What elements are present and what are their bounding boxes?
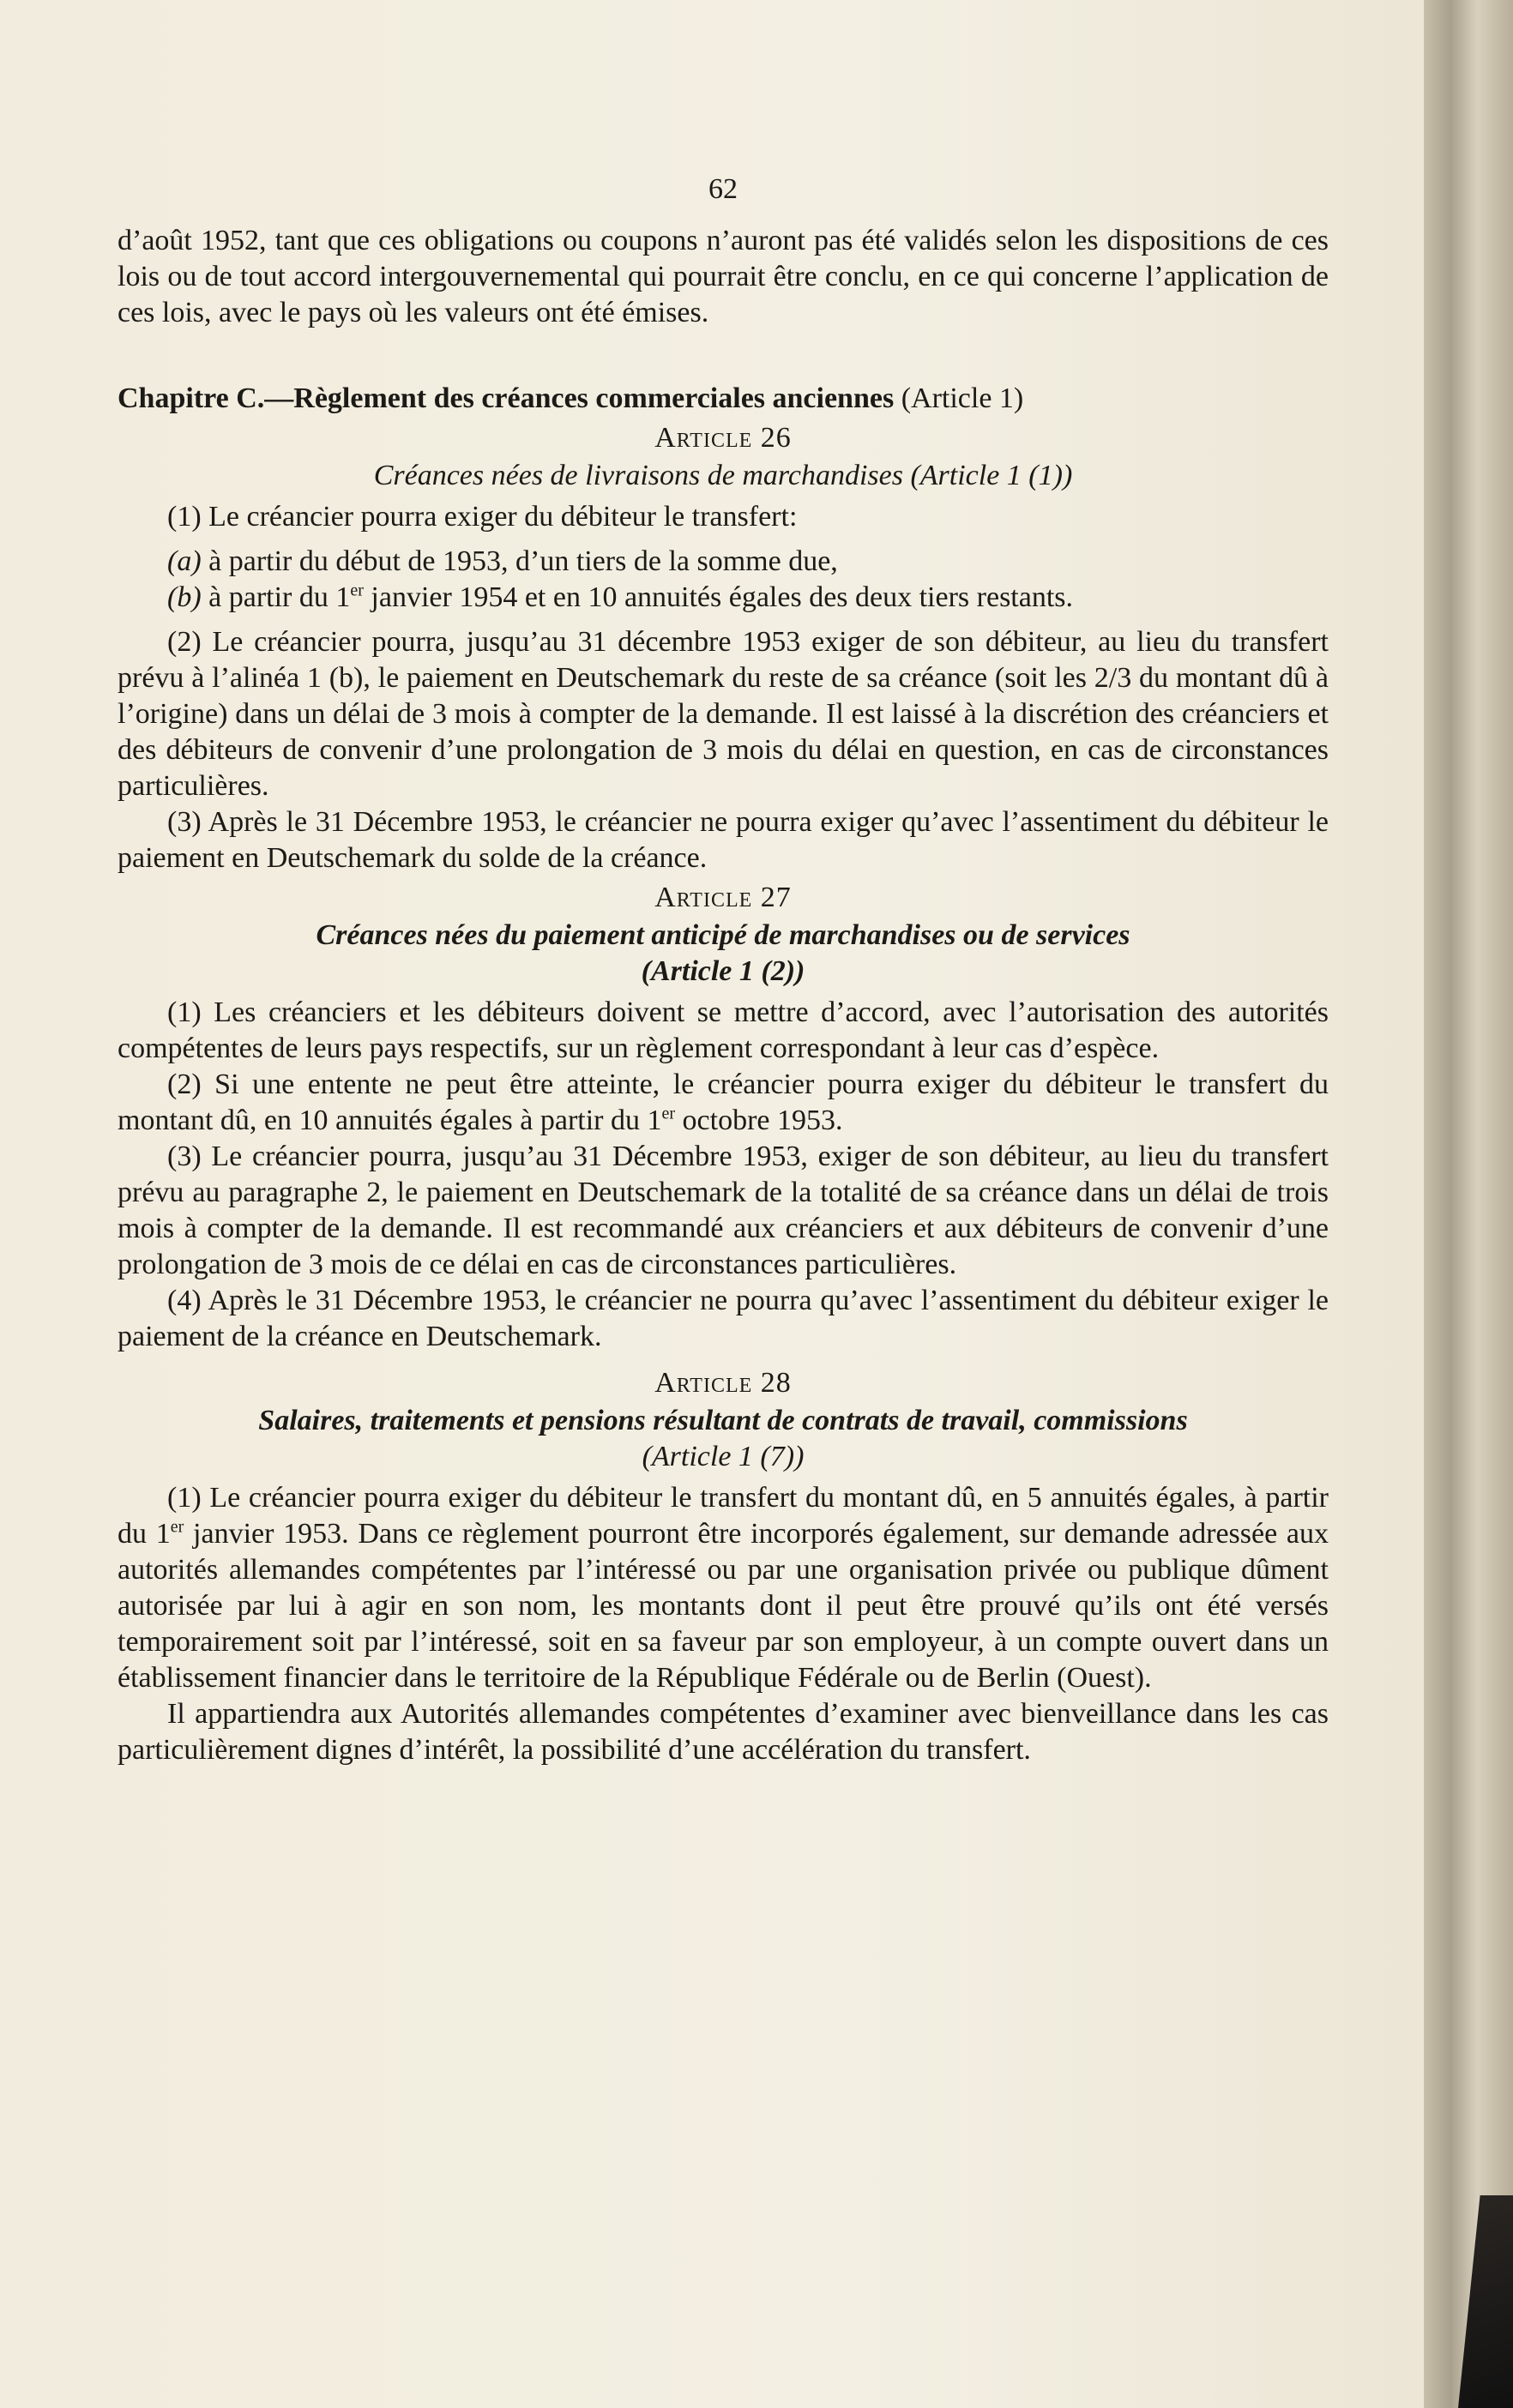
article-26-item-a: [118, 544, 1329, 580]
article-28-title: Article 28: [654, 1367, 792, 1399]
article-28-para-2: Il appartiendra aux Autorités allemandes compétentes d’examiner avec bienveillance dans les cas particulièrement dignes d’intérêt, la possibilité d’une accélération du transfert.: [118, 1698, 1329, 1766]
article-27-para-2: [118, 1067, 1329, 1139]
article-27-para-1: (1) Les créanciers et les débiteurs doivent se mettre d’accord, avec l’autorisation des autorités compétentes de leurs pays respectifs, sur un règlement correspondant à leur cas d’espèce.: [118, 996, 1329, 1064]
chapter-heading: [118, 381, 1329, 417]
item-b-label: (b): [167, 581, 202, 613]
item-a-text: à partir du début de 1953, d’un tiers de la somme due,: [201, 545, 838, 577]
item-b-text-end: janvier 1954 et en 10 annuités égales des deux tiers restants.: [363, 581, 1074, 613]
item-b-text-start: à partir du 1: [201, 581, 351, 613]
chapter-title: Chapitre C.—Règlement des créances commerciales anciennes: [118, 382, 895, 414]
article-27-para-4: (4) Après le 31 Décembre 1953, le créancier ne pourra qu’avec l’assentiment du débiteur exiger le paiement de la créance en Deutschemark.: [118, 1285, 1329, 1352]
article-26-para-2: (2) Le créancier pourra, jusqu’au 31 décembre 1953 exiger de son débiteur, au lieu du transfert prévu à l’alinéa 1 (b), le paiement en Deutschemark du reste de sa créance (soit les 2/3 du montant dû à l’origine) dans un délai de 3 mois à compter de la demande. Il est laissé à la discrétion des créanciers et des débiteurs de convenir d’une prolongation de 3 mois du délai en question, en cas de circonstances particulières.: [118, 626, 1329, 802]
article-26-subtitle: Créances nées de livraisons de marchandises (Article 1 (1)): [373, 460, 1073, 491]
article-27-para-2-start: (2) Si une entente ne peut être atteinte, le créancier pourra exiger du débiteur le transfert du montant dû, en 10 annuités égales à partir du 1: [118, 1069, 1329, 1136]
article-26-title: Article 26: [654, 422, 792, 454]
article-28-subtitle-line-2: (Article 1 (7)): [642, 1441, 805, 1472]
intro-paragraph: d’août 1952, tant que ces obligations ou coupons n’auront pas été validés selon les dispositions de ces lois ou de tout accord intergouvernemental qui pourrait être conclu, en ce qui concerne l’application de ces lois, avec le pays où les valeurs ont été émises.: [118, 225, 1329, 328]
article-28-subtitle-line-1: Salaires, traitements et pensions résultant de contrats de travail, commissions: [258, 1405, 1188, 1436]
article-28-para-1-superscript: er: [170, 1517, 184, 1537]
article-27-subtitle-line-2: (Article 1 (2)): [641, 955, 805, 987]
article-28-para-1-start: (1) Le créancier pourra exiger du débiteur le transfert du montant dû, en 5 annuités égales, à partir du 1: [118, 1482, 1329, 1550]
article-27-para-3: (3) Le créancier pourra, jusqu’au 31 Décembre 1953, exiger de son débiteur, au lieu du transfert prévu au paragraphe 2, le paiement en Deutschemark de la totalité de sa créance dans un délai de trois mois à compter de la demande. Il est recommandé aux créanciers et aux débiteurs de convenir d’une prolongation de 3 mois de ce délai en cas de circonstances particulières.: [118, 1141, 1329, 1280]
article-27-para-2-superscript: er: [661, 1104, 676, 1123]
article-27-title: Article 27: [654, 882, 792, 913]
page-number: 62: [708, 173, 738, 205]
article-27-para-2-end: octobre 1953.: [675, 1105, 843, 1136]
article-26-para-1: (1) Le créancier pourra exiger du débiteur le transfert:: [167, 501, 798, 533]
page-content: [118, 172, 1329, 1768]
article-28-para-1: [118, 1480, 1329, 1696]
article-26-para-3: (3) Après le 31 Décembre 1953, le créancier ne pourra exiger qu’avec l’assentiment du débiteur le paiement en Deutschemark du solde de la créance.: [118, 806, 1329, 874]
article-26-item-b: [118, 580, 1329, 616]
item-a-label: (a): [167, 545, 202, 577]
article-28-para-1-end: janvier 1953. Dans ce règlement pourront être incorporés également, sur demande adressée aux autorités allemandes compétentes par l’intéressé ou par une organisation privée ou publique dûment autorisée par lui à agir en son nom, les montants dont il peut être prouvé qu’ils ont été versés temporairement soit par l’intéressé, soit en sa faveur par son employeur, à un compte ouvert dans un établissement financier dans le territoire de la République Fédérale ou de Berlin (Ouest).: [118, 1518, 1329, 1694]
article-27-subtitle-line-1: Créances nées du paiement anticipé de marchandises ou de services: [316, 919, 1130, 951]
item-b-superscript: er: [350, 581, 364, 600]
chapter-reference: (Article 1): [894, 382, 1024, 414]
page-edge: [1424, 0, 1513, 2408]
